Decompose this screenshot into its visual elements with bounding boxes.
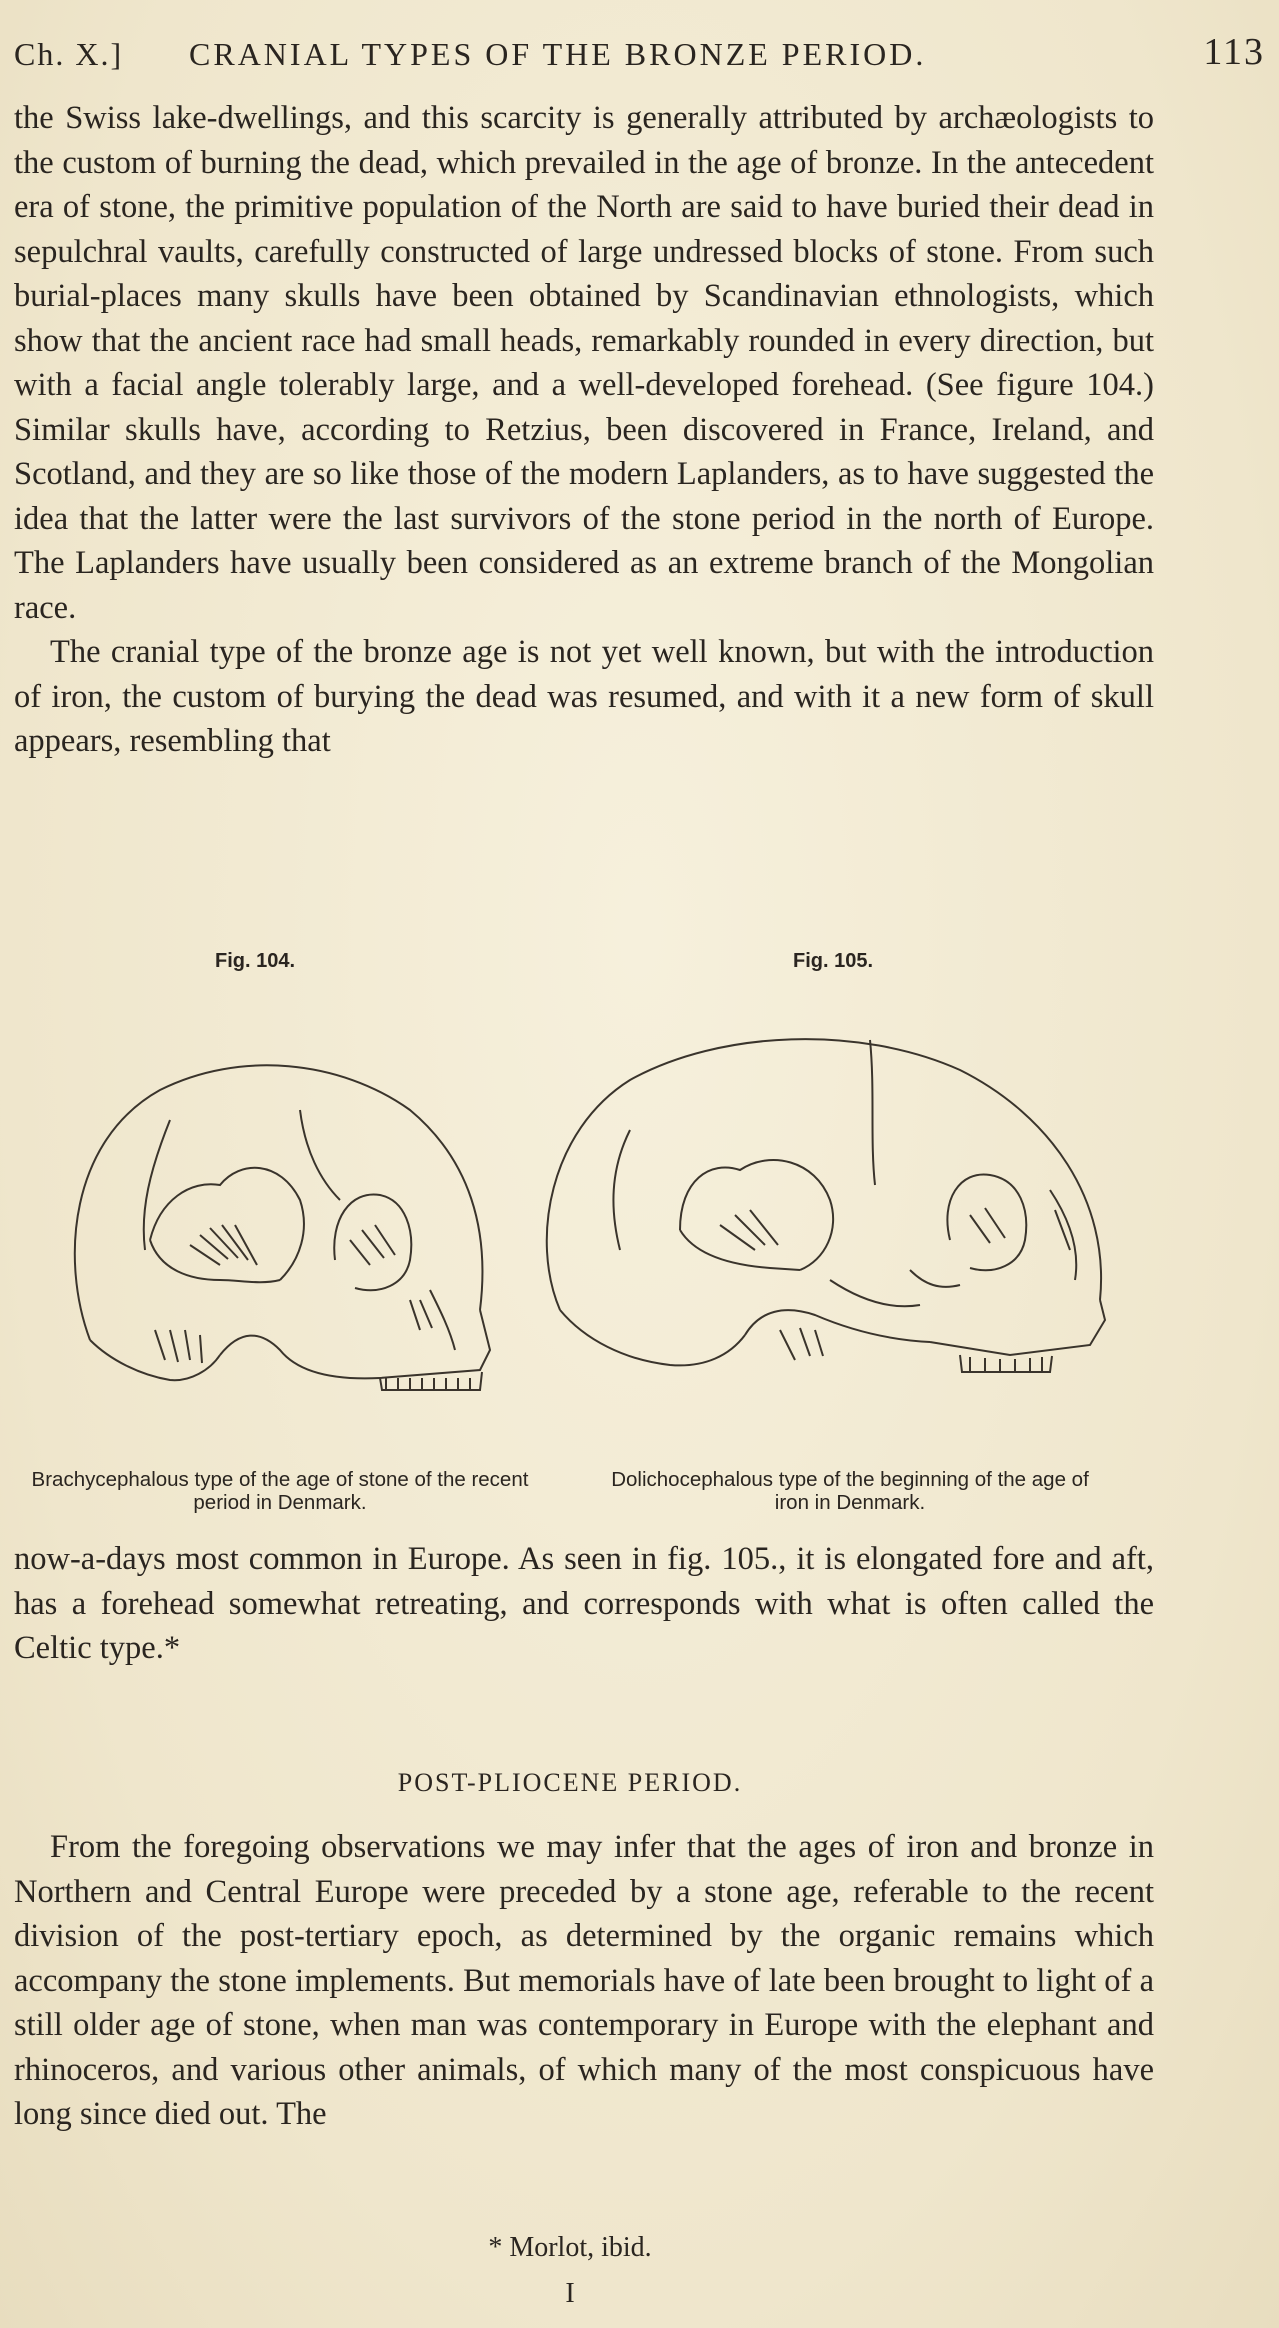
figure-label-104: Fig. 104. xyxy=(215,950,296,972)
paragraph: From the foregoing observations we may infer that the ages of iron and bronze in Northern and Central Europe were preceded by a stone age, referable to the recent division of the post-tertiary epoch, as determined by the organic remains which accompany the stone implements. But memorials have of late been brought to light of a still older age of stone, when man was contemporary in Europe with the elephant and rhinoceros, and various other animals, of which many of the most conspicuous have long since died out. The xyxy=(14,1829,1154,2132)
footnote: * Morlot, ibid. xyxy=(488,2232,652,2263)
skull-illustration-brachycephalous xyxy=(50,1030,510,1430)
body-text-section xyxy=(14,1825,1154,2137)
signature-mark: I xyxy=(565,2278,575,2309)
section-heading: POST-PLIOCENE PERIOD. xyxy=(397,1768,743,1797)
body-text-after-figures xyxy=(14,1537,1154,1671)
paragraph: The cranial type of the bronze age is not yet well known, but with the introduction of iron, the custom of burying the dead was resumed, and with it a new form of skull appears, resembling that xyxy=(14,634,1154,759)
body-text-top xyxy=(14,96,1154,764)
skull-illustration-dolichocephalous xyxy=(530,1010,1120,1460)
running-header xyxy=(14,30,1265,78)
figure-label-105: Fig. 105. xyxy=(793,950,874,972)
paragraph: now-a-days most common in Europe. As seen in fig. 105., it is elongated fore and aft, has a forehead somewhat retreating, and corresponds with what is often called the Celtic type.* xyxy=(14,1541,1154,1666)
chapter-label: Ch. X.] xyxy=(14,36,124,72)
paragraph: the Swiss lake-dwellings, and this scarcity is generally attributed by archæologists to the custom of burning the dead, which prevailed in the age of bronze. In the antecedent era of stone, the primitive population of the North are said to have buried their dead in sepulchral vaults, carefully constructed of large undressed blocks of stone. From such burial-places many skulls have been obtained by Scandinavian ethnologists, which show that the ancient race had small heads, remarkably rounded in every direction, but with a facial angle tolerably large, and a well-developed forehead. (See figure 104.) Similar skulls have, according to Retzius, been discovered in France, Ireland, and Scotland, and they are so like those of the modern Laplanders, as to have suggested the idea that the latter were the last survivors of the stone period in the north of Europe. The Laplanders have usually been considered as an extreme branch of the Mongolian race. xyxy=(14,100,1154,626)
figure-caption-104: Brachycephalous type of the age of stone of the recent period in Denmark. xyxy=(31,1468,529,1514)
figure-caption-105: Dolichocephalous type of the beginning of the age of iron in Denmark. xyxy=(611,1468,1089,1514)
running-title: CRANIAL TYPES OF THE BRONZE PERIOD. xyxy=(189,36,927,72)
page-number: 113 xyxy=(1203,31,1265,73)
